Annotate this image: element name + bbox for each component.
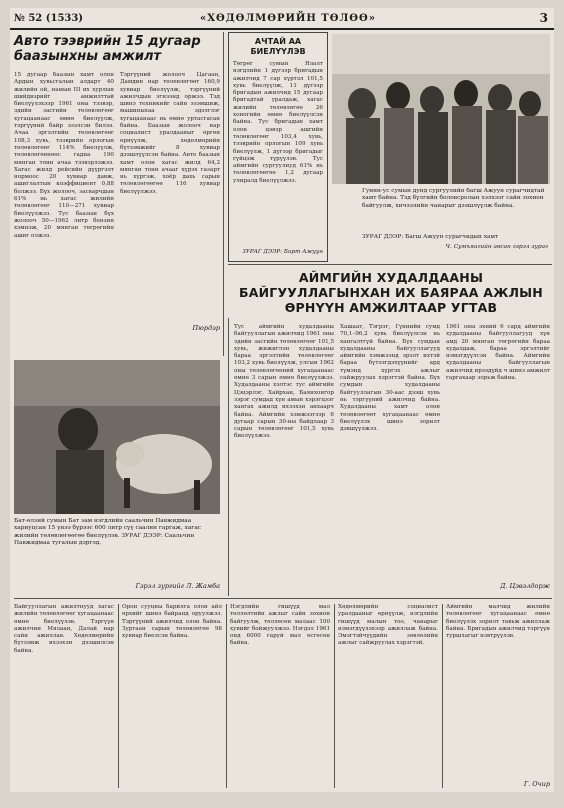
photo-image-2: [14, 360, 220, 514]
bottom-col5: Аймгийн малчид жилийн төлөвлөгөөг хугацаанаас өмнө биелүүлэх зорилт тавьж ажиллаж байна. Бригадын ажилчид тэргүүн туршлагыг нэвтрүүлэв.: [446, 604, 550, 640]
column-rule-2: [228, 318, 229, 596]
bottom-rule-v3: [334, 604, 335, 788]
left-article-signature: Пюрдэр: [192, 324, 220, 332]
column-rule: [223, 32, 224, 356]
issue-number: № 52 (1533): [14, 13, 84, 24]
bottom-col3: Нэгдлийн гишүүд мал төллөлтийн ажлыг сайн зохион байгуулж, төллөсөн малаас 100 хувийг бойжуулжээ. Нэгдэл 1961 онд 6000 гаруй мал өсгөсөн байна.: [230, 604, 330, 647]
newspaper-title: «ХӨДӨЛМӨРИЙН ТӨЛӨӨ»: [200, 13, 376, 24]
main-article-col2: Хашаат, Тэгрэг, Гүннийн сумд 70,1–96,2 хувь биелүүлсэн нь хангалтгүй байна. Бүх сумдын худалдааны байгууллагууд аймгийн хэмжээнд эрэлт ихтэй бараа бүтээгдэхүүнийг ард түмэнд хүргэх ажлыг сайжруулах хэрэгтэй байна. Бүх сумдын худалдааны байгууллагын 30-аас дээш хувь нь тэргүүний ажилчид байна. Худалдааны хамт олон төлөвлөгөөт хугацаанаас өмнө биелүүлэх шинэ зорилт дэвшүүлжээ.: [340, 324, 440, 433]
milkmaid-photographer: Гэрэл зургийг Л. Жамба: [135, 582, 220, 590]
main-article-signature: Д. Цэвэлдорж: [500, 582, 550, 590]
bottom-rule-v2: [226, 604, 227, 788]
milkmaid-photo-caption: Бат-өлзий сумын Бат зам нэгдлийн саальчин Павжидмаа хариуцсан 15 үнээ бүрээс 600 литр сүү саалин гаргаж, хагас жилийн төлөвлөгөөгөө биелүүлэв. ЗУРАГ ДЭЭР: Саальчин Павжидмаа тугалын дэргэд.: [14, 518, 202, 547]
page-number: 3: [539, 11, 548, 25]
main-article-col3: 1961 оны эхний 6 сард аймгийн худалдааны байгууллагууд хүн амд 20 мянган төгрөгийн бараа худалдаж, бараа эргэлтийг нэмэгдүүлсэн байна. Аймгийн худалдааны байгууллагын ажилчид ирээдүйд ч шинэ амжилт гаргахаар зорьж байна.: [446, 324, 550, 382]
main-article-headline: АЙМГИЙН ХУДАЛДААНЫ БАЙГУУЛЛАГЫНХАН ИХ БАЯРАА АЖЛЫН ӨРНҮҮН АМЖИЛТААР УГТАВ: [239, 270, 543, 315]
main-article-col1: Тус аймгийн худалдааны байгууллагын ажилчид 1961 оны эдийн засгийн төлөвлөгөөг 101,5 хувь, жижиглэн худалдааны бараа эргэлтийн төлөвлөгөөг 103,2 хувь биелүүлж, улсын 1962 оны төлөвлөгөөний хугацаанаас өмнө 3 сарын өмнө биелүүлжээ. Худалдааны хэлтэс тус аймгийн Цэцэрлэг, Хайрхан, Баянхонгор зэрэг сумдад хүн амын хэрэгцээг хангах ажилд ихээхэн анхаарч байна. Аймгийн хэмжээгээр 6 дугаар сарын 30-ны байдлаар 3 сарын төлөвлөгөөг 101,5 хувь биелүүлжээ.: [234, 324, 334, 440]
teacher-photo-caption: Гуннн-ус сумын дунд сургуулийн багш Ажуун сурагчидтай хамт байна. Тэд бүлгийн боловсролын хэлхээг сайн зохион байгуулж, хичээлийн чанарыг дээшлүүлж байна.: [362, 188, 545, 209]
bottom-col1: Байгууллагын ажилтнууд хагас жилийн төлөвлөгөөг хугацаанаас өмнө биелүүлэв. Тэргүүн ажилчин Мялаан, Далай нар сайн ажиллав. Хөдөлмөрийн бүтээмж ихээхэн дээшилсэн байна.: [14, 604, 114, 654]
section-rule: [228, 264, 552, 265]
bottom-rule-v1: [118, 604, 119, 788]
photo-image: [332, 34, 550, 184]
bottom-rule-v4: [442, 604, 443, 788]
bottom-col4: Хөдөлмөрийн социалист уралдааныг өрнүүлж, нэгдлийн гишүүд малын тоо, чанарыг нэмэгдүүлэхээр ажиллаж байна. Эмэгтэйчүүдийн зөвлөлийн ажлыг сайжруулах хэрэгтэй.: [338, 604, 438, 647]
bottom-signature: Г. Очир: [523, 780, 550, 788]
box-note: [228, 32, 328, 262]
page-header: [10, 10, 554, 30]
bottom-rule: [14, 598, 552, 599]
teacher-photo-credit: ЗУРАГ ДЭЭР: Багш Ажуун сурагчидын хамт: [362, 234, 499, 240]
teacher-photographer: Ч. Сумъяагийн авсан гэрэл зураг: [445, 244, 548, 250]
box-note-signature: ЗУРАГ ДЭЭР: Бирт Ажуун: [242, 249, 323, 255]
left-article-headline: Авто тээврийн 15 дугаар баазынхны амжилт: [14, 34, 201, 64]
teacher-students-photo: [332, 34, 550, 184]
left-article-body: 15 дугаар баазын хамт олон Ардын хувьсгалын алдарт 40 жилийн ой, намын III их хурлын шийдвэрийг амжилттай биелүүлэхээр 1961 оны тээвэр, эдийн засгийн төлөвлөгөөг хугацаанаас өмнө биелүүлж, тэргүүний байр эзэлсэн билээ. Ачаа эргэлтийн төлөвлөгөөг 108,3 хувь, тээврийн орлогын төлөвлөгөөг 114% биелүүлж, төлөвлөгөөнөөс гадна 190 мянган тонн ачаа тээвэрлэжээ. Хагас жилд рейсийн дүүргэлт нормоос 20 хувиар давж, ашиглалтын коэффициент 0,88 болжээ. Бүх жолооч, засварчдын 61% нь хагас жилийн төлөвлөгөөг 110—271 хувиар биелүүлжээ. Тус баазын бүх жолооч 50—1962 литр бензин хэмнэж, 20 мянган төгрөгийн ашиг олжээ.: [14, 72, 114, 239]
newspaper-page: [10, 8, 554, 792]
box-note-headline: АЧТАЙ АА БИЕЛҮҮЛЭВ: [250, 37, 306, 56]
left-article-body-2: Тэргүүний жолооч Цагаан, Дамдин нар төлөвлөгөөг 160,9 хувиар биелүүлж, тэргүүний ажилчдын эгнээнд оржээ. Тэд шинэ техникийг сайн эзэмшиж, машиныхаа эдэлгээг хугацаанаас нь өмнө уртасгасан байна. Баазын жолооч нар социалист уралдааныг өргөн өрнүүлж, хөдөлмөрийн бүтээмжийг 8 хувиар дээшлүүлсэн байна. Авто баазын хамт олон хагас жилд 64,2 мянган тонн ачааг хүрэх газарт нь хүргэж, хоёр дахь сарын төлөвлөгөөгөө 116 хувиар биелүүлжээ.: [120, 72, 220, 195]
milkmaid-photo: [14, 360, 220, 514]
box-note-body: Төгрөг сумын Ялалт нэгдлийн 1 дүгээр бригадын ажилчид 7 сар хүртэл 101,5 хувь биелүүлж, 11 дүгээр бригадын ажилчид 15 дугаар бригадтай уралдаж, хагас жилийн төлөвлөгөө 26 хоногийн өмнө биелүүлсэн байна. Тус бригадын хамт олон цэвэр ашгийн төлөвлөгөөг 103,4 хувь, тээврийн орлогын 109 хувь биелүүлж, 1 дүгээр бригадыг гүйцэж түрүүлэв. Тус аймгийн сургуулиуд 61% нь төлөвлөгөөгөө 1,2 дугаар улиралд биелүүлжээ.: [233, 61, 323, 184]
bottom-col2: Орон сууцны барилга олон айл өрхийг шинэ байранд оруулжээ. Тэргүүний ажилчид олон байна. Зургаан сарын төлөвлөгөө 98 хувиар биелсэн байна.: [122, 604, 222, 640]
